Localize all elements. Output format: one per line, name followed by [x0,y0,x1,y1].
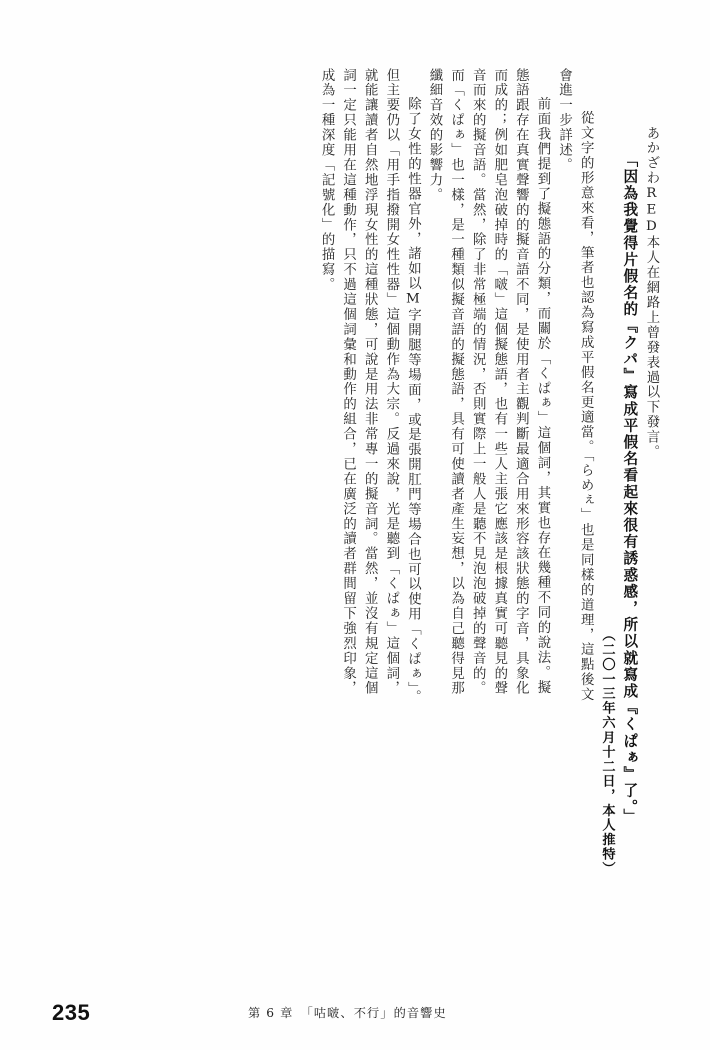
vertical-text-body [52,68,662,963]
attribution-line: あかざわRED本人在網路上曾發表過以下發言。 [643,126,659,460]
body-line: 但主要仍以「用手指撥開女性性器」這個動作為大宗。反過來說，光是聽到「くぱぁ」這個詞， [383,68,399,696]
headline-quote: 「因為我覺得片假名的『クパ』寫成平假名看起來很有誘惑感，所以就寫成『くぱぁ』了。」 [621,152,639,826]
headline-source-date: （二〇一三年六月十二日，本人推特） [599,628,615,877]
page-number: 235 [52,1000,91,1025]
body-line: 前面我們提到了擬態語的分類，而關於「くぱぁ」這個詞，其實也存在幾種不同的說法。擬 [534,82,550,695]
page-footer [0,992,710,1026]
body-line: 纖細音效的影響力。 [426,68,442,203]
body-line: 會進一步詳述。 [556,68,572,173]
body-line: 成為一種深度「記號化」的描寫。 [319,68,335,293]
body-line: 就能讓讀者自然地浮現女性的這種狀態，可說是用法非常專一的擬音詞。當然，並沒有規定這個 [362,68,378,696]
body-line: 從文字的形意來看，筆者也認為寫成平假名更適當。「らめぇ」也是同樣的道理，這點後文 [578,96,594,703]
body-line: 而成的；例如肥皂泡破掉時的「啵」這個擬態語，也有一些人主張它應該是根據真實可聽見的聲 [491,68,507,696]
body-line: 詞一定只能用在這種動作，只不過這個詞彙和動作的組合，已在廣泛的讀者群間留下強烈印象， [340,68,356,696]
body-line: 而「くぱぁ」也一樣，是一種類似擬音語的擬態語，具有可使讀者產生妄想，以為自己聽得見那 [448,68,464,696]
chapter-footer-title: 第 6 章 「咕啵、不行」的音響史 [248,1006,447,1020]
body-line: 態語跟存在真實聲響的的擬音語不同，是使用者主觀判斷最適合用來形容該狀態的字音，具象化 [513,68,529,696]
body-line: 音而來的擬音語。當然，除了非常極端的情況，否則實際上一般人是聽不見泡泡破掉的聲音的。 [470,68,486,696]
body-line: 除了女性的性器官外，諸如以M字開腿等場面，或是張開肛門等場合也可以使用「くぱぁ」。 [405,82,421,705]
